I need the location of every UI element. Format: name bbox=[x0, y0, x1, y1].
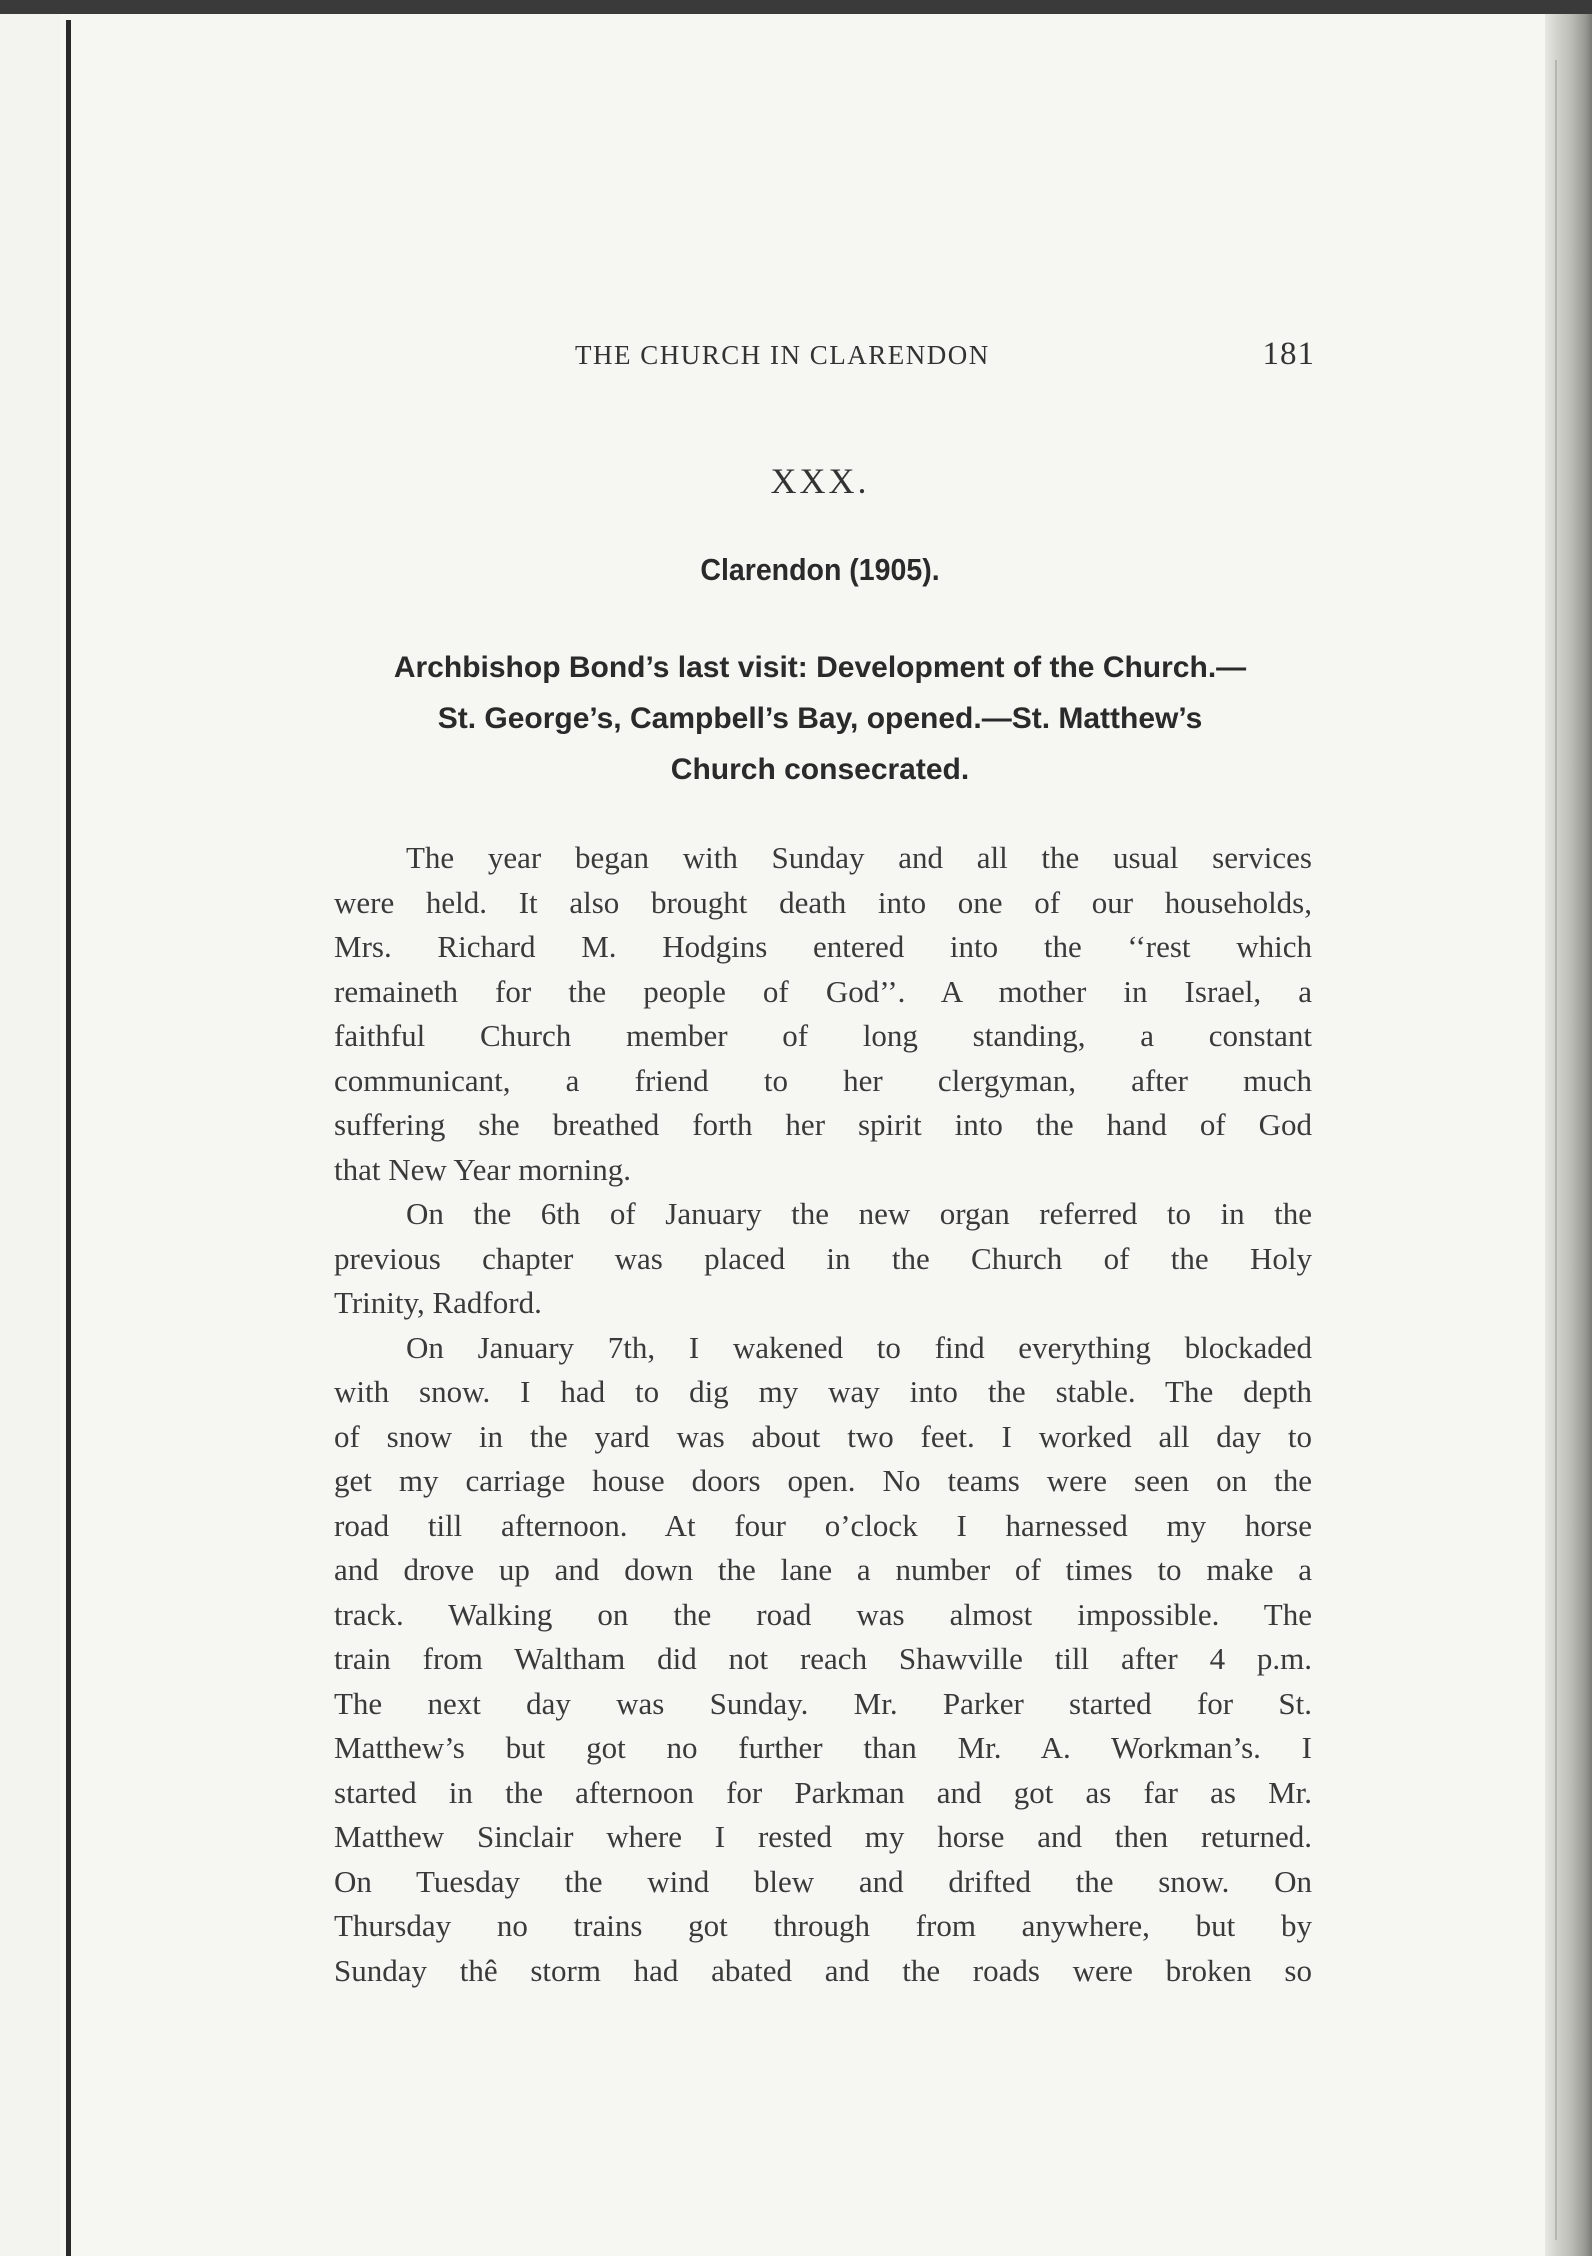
chapter-subtitle bbox=[335, 642, 1305, 795]
chapter-subtitle-line: St. George’s, Campbell’s Bay, opened.—St. Matthew’s bbox=[437, 702, 1203, 735]
running-head bbox=[575, 336, 1315, 376]
page-edge-line bbox=[1555, 60, 1557, 2240]
text-line: Sunday thê storm had abated and the roads were broken so bbox=[334, 1952, 1312, 1988]
running-head-title: THE CHURCH IN CLARENDON bbox=[575, 340, 990, 370]
text-line: Thursday no trains got through from anywhere, but by bbox=[334, 1908, 1312, 1943]
text-line: Mrs. Richard M. Hodgins entered into the ‘‘rest which bbox=[334, 929, 1312, 964]
page-number: 181 bbox=[1262, 336, 1315, 372]
text-line: and drove up and down the lane a number of times to make a bbox=[334, 1552, 1312, 1587]
text-line: suffering she breathed forth her spirit into the hand of God bbox=[334, 1107, 1312, 1142]
text-line: faithful Church member of long standing, a constant bbox=[334, 1018, 1312, 1053]
text-line: train from Waltham did not reach Shawville till after 4 p.m. bbox=[334, 1641, 1312, 1676]
text-line: of snow in the yard was about two feet. I worked all day to bbox=[334, 1418, 1312, 1454]
chapter-title: Clarendon (1905). bbox=[700, 552, 940, 587]
text-line: that New Year morning. bbox=[334, 1151, 632, 1187]
text-line: track. Walking on the road was almost impossible. The bbox=[334, 1596, 1312, 1632]
text-line: On the 6th of January the new organ referred to in the bbox=[406, 1196, 1312, 1231]
text-line: The year began with Sunday and all the usual services bbox=[406, 840, 1312, 875]
left-page-margin bbox=[0, 14, 60, 2256]
text-line: remaineth for the people of God’’. A mother in Israel, a bbox=[334, 973, 1312, 1009]
text-line: The next day was Sunday. Mr. Parker started for St. bbox=[334, 1685, 1312, 1721]
scan-top-edge bbox=[0, 0, 1592, 14]
chapter-subtitle-line: Archbishop Bond’s last visit: Development of the Church.— bbox=[393, 651, 1247, 684]
body-text bbox=[334, 836, 1312, 1993]
text-line: On January 7th, I wakened to find everything blockaded bbox=[406, 1329, 1312, 1365]
page-stack-edge bbox=[1545, 14, 1592, 2256]
text-line: previous chapter was placed in the Church of the Holy bbox=[334, 1240, 1312, 1276]
text-line: communicant, a friend to her clergyman, after much bbox=[334, 1062, 1312, 1098]
text-line: get my carriage house doors open. No teams were seen on the bbox=[334, 1463, 1312, 1498]
text-line: Matthew’s but got no further than Mr. A. Workman’s. I bbox=[334, 1730, 1312, 1765]
text-line: started in the afternoon for Parkman and got as far as Mr. bbox=[334, 1774, 1312, 1810]
text-line: were held. It also brought death into one of our households, bbox=[334, 884, 1312, 920]
chapter-subtitle-line: Church consecrated. bbox=[670, 753, 970, 786]
text-line: Trinity, Radford. bbox=[334, 1285, 542, 1320]
binding-edge bbox=[66, 20, 71, 2256]
text-line: Matthew Sinclair where I rested my horse and then returned. bbox=[334, 1819, 1312, 1854]
text-line: On Tuesday the wind blew and drifted the snow. On bbox=[334, 1863, 1312, 1899]
text-line: road till afternoon. At four o’clock I harnessed my horse bbox=[334, 1507, 1312, 1543]
chapter-number: XXX. bbox=[770, 461, 870, 501]
text-line: with snow. I had to dig my way into the stable. The depth bbox=[334, 1374, 1312, 1409]
